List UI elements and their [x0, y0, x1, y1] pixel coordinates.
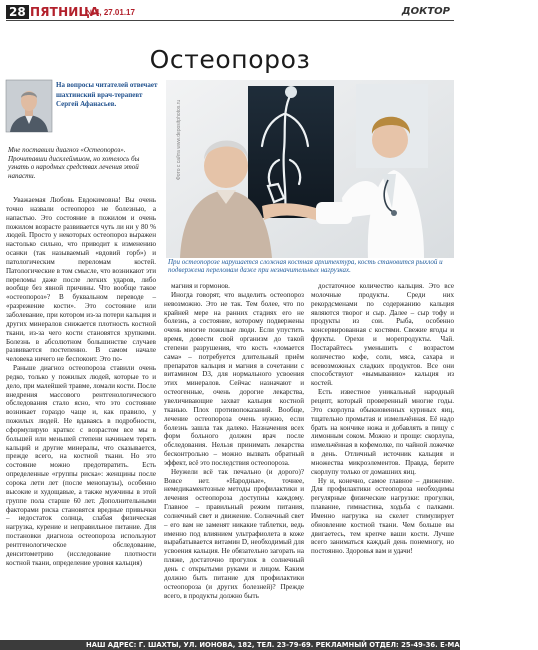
- paragraph: достаточное количество кальция. Это все молочные продукты. Среди них рекордсменами по содержанию кальция являются творог и сыр. Далее – сыр тофу и продукты из сои. Рыба, особенно консервированная с костями. Свежие ягоды и фрукты. Орехи и морепродукты. Чай. Постарайтесь уменьшить с возрастом количество кофе, соли, мяса, сахара и всевозможных сладких продуктов. Все они способствуют «вымыванию» кальция из костей.: [311, 282, 454, 388]
- paragraph: Раньше диагноз остеопороза ставили очень редко, только у пожилых людей, которые то и дело, при малейшей травме, ломали кости. После внедрения массового рентгенологического обследования стало ясно, что это состояние возникает гораздо чаще и, как правило, у пожилых людей. Не вдаваясь в подробности, сформулирую кратко: с возрастом все мы в большей или меньшей степени начинаем терять кальций и другие минералы, что сказывается, прежде всего, на костной ткани. Но это состояние можно предотвратить. Есть определенные «группы риска»: женщины после сорока лети лет (после менопаузы), особенно высокие и худощавые, а также мужчины в этой группе пола старше 60 лет. Дополнительными факторами риска становятся вредные привычки – недостаток солнца, слабая физическая нагрузка, курение и неправильное питание. Для постановки диагноза остеопороза используют рентгенологическое обследование, денситометрию (исследование плотности костной ткани, определение уровня кальция): [6, 364, 156, 567]
- paragraph: Ну и, конечно, самое главное – движение. Для профилактики остеопороза необходимы регулярные физические нагрузки: прогулки, плавание, гимнастика, ходьба с палками. Именно нагрузка на скелет стимулирует обновление костной ткани. Чем больше вы двигаетесь, тем крепче ваши кости. Лучше всего заниматься каждый день понемногу, но постоянно. Здоровья вам и удачи!: [311, 476, 454, 556]
- doctor-patient-photo: [166, 80, 454, 258]
- masthead: ПЯТНИЦА: [30, 5, 100, 19]
- article-photo: [166, 80, 454, 258]
- paragraph: Неужели всё так печально (и дорого)? Вовсе нет. «Народные», точнее, немедикаментозные методы профилактики и лечения остеопороза доступны каждому. Главное – правильный режим питания, солнечный свет и движение. Солнечный свет – его вам не заменят никакие таблетки, ведь именно под влиянием ультрафиолета в коже вырабатывается витамин D, необходимый для усвоения кальция. Не обязательно загорать на пляже, достаточно прогулок в солнечный день с открытыми руками и лицом. Каким должно быть питание для профилактики остеопороза (и других болезней)? Прежде всего, в продукты должно быть: [164, 467, 304, 600]
- paragraph: Иногда говорят, что выделить остеопороз невозможно. Это не так. Тем более, что по крайней мере на ранних стадиях его не болезнь, а состояние, которому подвержены очень многие пожилые люди. Если упустить время, довести свой организм до такой степени разрушения, что кость «ломается сама» – потребуется длительный приём препаратов кальция и магния в сочетании с витамином D3, для нормального усвоения этих минералов. Сейчас назначают и остеогенные, очень дорогие лекарства, увеличивающие захват кальция костной тканью. Плох противопоказаний. Вообще, лечение остеопороза очень нужно, если болезнь зашла так далеко. Назначения всех форм больного должен врач после обследования. Нельзя принимать лекарства бесконтрольно – можно вызвать обратный эффект, всё это последствия остеопороза.: [164, 290, 304, 467]
- paragraph: магния и гормонов.: [171, 282, 230, 290]
- reader-question: Мне поставили диагноз «Остеопороз». Прочитавши дисклеймшом, но хотелось бы узнать о народных средствах лечения этой напасти.: [8, 146, 140, 180]
- doctor-portrait: [6, 80, 52, 132]
- article-lead: На вопросы читателей отвечает шахтинский врач-терапевт Сергей Афанасьев.: [56, 81, 158, 109]
- photo-caption: При остеопорозе нарушается сложная костная архитектура, кость становится рыхлой и подвержена переломам даже при незначительных нагрузках.: [168, 258, 443, 275]
- header-rule: [6, 20, 454, 21]
- footer-address: НАШ АДРЕС: Г. ШАХТЫ, УЛ. ИОНОВА, 182, ТЕЛ. 23-79-69. РЕКЛАМНЫЙ ОТДЕЛ: 25-49-36. E-MAIL: INFO@DONSIT.RU: [86, 641, 538, 649]
- text-column-1: [6, 196, 156, 639]
- paragraph: Есть известное уникальный народный рецепт, который проверенный многие годы. Это скорлупа обыкновенных куриных яиц, тщательно промытая и измельчённая. Её надо брать на кончике ножа и добавлять в пищу с лимонным соком. Можно и проще: скорлупа, измельчённая в кофемолке, по чайной ложечке в день. Отличный источник кальция и множества микроэлементов. Правда, берите скорлупу только от домашних яиц.: [311, 388, 454, 476]
- page-number: 28: [6, 5, 29, 19]
- section-rubric: ДОКТОР: [401, 6, 450, 17]
- issue-info: №4, 27.01.17: [86, 8, 135, 17]
- running-header: [6, 5, 454, 19]
- text-column-2: [164, 282, 304, 639]
- paragraph: Уважаемая Любовь Евдокимовна! Вы очень точно назвали остеопороз не болезнью, а напастью. Это состояние в пожилом и очень пожилом возрасте развивается чуть ли ни у 80 % людей. Просто у некоторых остеопороз выражен настолько сильно, что приводит к изменению осанки (так называемый «вдовий горб») и патологическим переломам костей. Патологические в том смысле, что возникают эти переломы даже после легких ударов, либо вообще без явной причины. Что вообще такое «остеопороз»? В буквальном переводе – «разрежение кости». Это состояние или заболевание, при котором из-за потери кальция и других минералов снижается плотность костной ткани, из-за чего кости становятся хрупкими. Болезнь в абсолютном большинстве случаев развивается постепенно. В самом начале человека ничего не беспокоит. Это по-: [6, 196, 156, 364]
- photo-credit: Фото с сайта www.depositphotos.ru: [176, 99, 182, 180]
- text-column-3: [311, 282, 454, 639]
- page-footer: [0, 640, 538, 650]
- article-title: Остеопороз: [149, 45, 311, 74]
